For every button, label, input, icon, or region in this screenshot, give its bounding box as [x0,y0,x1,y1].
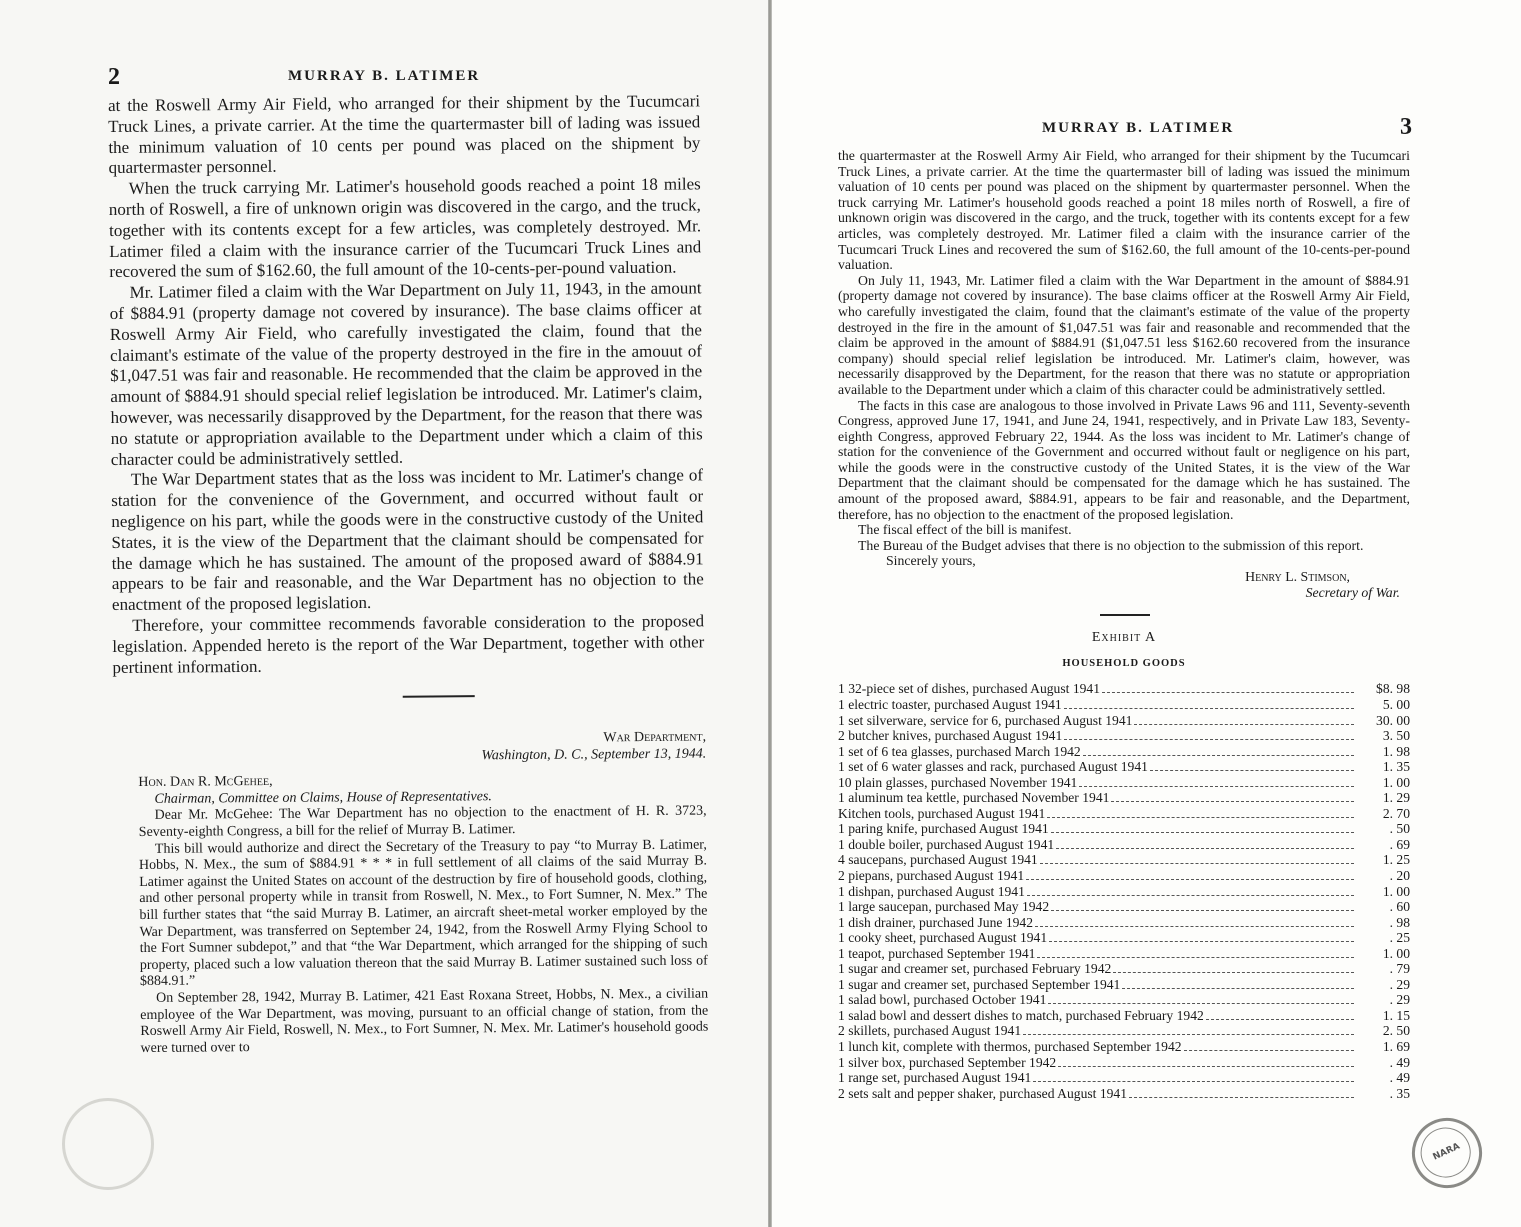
item-description: 1 cooky sheet, purchased August 1941 [838,930,1048,946]
leader-dots [1064,708,1354,709]
item-amount: 2. 70 [1382,805,1410,821]
list-item [838,806,1410,822]
addressee-title: Chairman, Committee on Claims, House of Representatives. [154,789,492,807]
list-item [838,775,1410,791]
list-item [838,713,1410,729]
item-amount: . 35 [1389,1085,1410,1101]
nara-library-stamp: NARA [1400,1106,1493,1199]
item-amount: 1. 25 [1382,852,1410,868]
item-description: 1 set of 6 tea glasses, purchased March 1942 [838,743,1081,759]
item-amount: 1. 69 [1382,1038,1410,1054]
paragraph: Mr. Latimer filed a claim with the War Department on July 11, 1943, in the amount of $884.91 (property damage not covered by insurance). The base claims officer at Roswell Army Air Field, who carefully investigated the claim, found that the claimant's estimate of the value of the property destroyed in the fire in the amouut of $1,047.51 was fair and reasonable. He recommended that the claim be approved in the amount of $884.91 should special relief legislation be introduced. Mr. Latimer's claim, however, was necessarily disapproved by the Department, for the reason that there was no statute or appropriation available to the Department under which a claim of this character could be administratively settled. [109,278,703,469]
paragraph: The facts in this case are analogous to those involved in Private Laws 96 and 111, Seventy-seventh Congress, approved June 17, 1941, and June 24, 1941, respectively, and in Private Law 183, Seventy-eighth Congress, approved February 22, 1944. As the loss was incident to Mr. Latimer's change of station for the convenience of the Government and occurred without fault or negligence on his part, while the goods were in the constructive custody of the United States, it is the view of the War Department that the claimant should be compensated for the damage which he has sustained. The amount of the proposed award, $884.91, appears to be fair and reasonable, and the Department, therefore, has no objection to the enactment of the proposed legislation. [838,397,1410,522]
item-description: 1 silver box, purchased September 1942 [838,1054,1057,1070]
paragraph: at the Roswell Army Air Field, who arranged for their shipment by the Tucumcari Truck Lines, a private carrier. At the time the quartermaster bill of lading was issued the minimum valuation of 10 cents per pound was placed on the shipment by quartermaster personnel. [108,91,701,178]
leader-dots [1027,895,1354,896]
letter-paragraph: On September 28, 1942, Murray B. Latimer, 421 East Roxana Street, Hobbs, N. Mex., a civilian employee of the War Department, was moving, pursuant to an official change of station, from the Roswell Army Air Field, Roswell, N. Mex., to Fort Sumner, N. Mex. Mr. Latimer's household goods were turned over to [140,986,709,1056]
right-body-text [838,148,1410,1101]
item-description: 1 double boiler, purchased August 1941 [838,836,1055,852]
leader-dots [1206,1019,1354,1020]
leader-dots [1049,941,1354,942]
page-number: 3 [1400,114,1412,140]
item-amount: . 49 [1389,1070,1410,1086]
item-amount: 1. 00 [1382,945,1410,961]
left-body-text [108,91,705,710]
item-description: 1 32-piece set of dishes, purchased August 1941 [838,681,1101,697]
leader-dots [1048,1003,1354,1004]
item-amount: . 20 [1389,867,1410,883]
item-amount: 30. 00 [1376,712,1410,728]
left-page-header [108,64,698,94]
item-amount: . 49 [1389,1054,1410,1070]
item-amount: 2. 50 [1382,1023,1410,1039]
item-description: 1 sugar and creamer set, purchased September 1941 [838,976,1121,992]
list-item [838,884,1410,900]
leader-dots [1051,832,1354,833]
item-description: 10 plain glasses, purchased November 1941 [838,774,1078,790]
list-item [838,992,1410,1008]
signer-title: Secretary of War. [1305,584,1400,600]
leader-dots [1035,926,1354,927]
letter-paragraph: This bill would authorize and direct the Secretary of the Treasury to pay “to Murray B. Latimer, Hobbs, N. Mex., the sum of $884.91 * * * in full settlement of all claims of the said Murray B. Latimer against the United States on account of the destruction by fire of household goods, clothing, and other personal property while in transit from Roswell, N. Mex., to Fort Sumner, N. Mex.” The bill further states that “the said Murray B. Latimer, an aircraft sheet-metal worker employed by the War Department, was transferred on September 24, 1942, from the Roswell Army Flying School to the Fort Sumner subdepot,” and that “the War Department, which arranged for the shipping of such property, placed such a low valuation thereon that the said Murray B. Latimer sustained such loss of $884.91.” [138,837,708,990]
leader-dots [1040,863,1354,864]
paragraph: On July 11, 1943, Mr. Latimer filed a claim with the War Department in the amount of $884.91 (property damage not covered by insurance). The base claims officer at the Roswell Army Air Field, who carefully investigated the claim, found that the claimant's estimate of the value of the property destroyed in the fire in the amount of $1,047.51 was fair and reasonable and recommended that the claim be approved in the amount of $884.91 ($1,047.51 less $162.60 recovered from the insurance company) should special relief legislation be introduced. Mr. Latimer's claim, however, was necessarily disapproved by the Department, for the reason that there was no statute or appropriation available to the Department under which a claim of this character could be administratively settled. [838,272,1410,397]
item-description: 1 set silverware, service for 6, purchased August 1941 [838,712,1133,728]
item-description: 2 piepans, purchased August 1941 [838,867,1025,883]
item-amount: . 29 [1389,976,1410,992]
leader-dots [1150,770,1354,771]
item-description: 1 aluminum tea kettle, purchased November 1941 [838,790,1110,806]
list-item [838,1070,1410,1086]
item-description: 1 electric toaster, purchased August 1941 [838,696,1062,712]
item-description: 2 sets salt and pepper shaker, purchased August 1941 [838,1085,1128,1101]
list-item [838,977,1410,993]
list-item [838,744,1410,760]
paragraph: The War Department states that as the loss was incident to Mr. Latimer's change of station for the convenience of the Government, and occurred without fault or negligence on his part, while the goods were in the constructive custody of the United States, it is the view of the Department that the claimant should be compensated for the damage which he has sustained. The amount of the proposed award of $884.91 appears to be fair and reasonable, and the War Department has no objection to the enactment of the proposed legislation. [111,465,704,615]
leader-dots [1056,848,1354,849]
letterhead: War Department, [603,729,707,746]
item-description: 1 lunch kit, complete with thermos, purchased September 1942 [838,1038,1182,1054]
leader-dots [1129,1097,1354,1098]
signer-name: Henry L. Stimson, [1245,569,1350,585]
paragraph: The Bureau of the Budget advises that there is no objection to the submission of this report. [858,537,1364,553]
page-number: 2 [108,64,120,90]
item-amount: 3. 50 [1382,728,1410,744]
list-item [838,961,1410,977]
list-title: HOUSEHOLD GOODS [1062,657,1186,669]
item-amount: . 69 [1389,836,1410,852]
item-amount: . 60 [1389,899,1410,915]
item-description: 4 saucepans, purchased August 1941 [838,852,1038,868]
leader-dots [1083,755,1354,756]
item-description: 1 sugar and creamer set, purchased February 1942 [838,961,1112,977]
item-amount: . 25 [1389,930,1410,946]
letter-paragraph: Dear Mr. McGehee: The War Department has no objection to the enactment of H. R. 3723, Seventy-eighth Congress, a bill for the relief of Murray B. Latimer. [138,803,707,840]
right-page-header [840,116,1412,146]
leader-dots [1102,692,1354,693]
list-item [838,868,1410,884]
list-item [838,728,1410,744]
leader-dots [1058,1066,1354,1067]
list-item [838,759,1410,775]
list-item [838,1039,1410,1055]
paragraph: When the truck carrying Mr. Latimer's household goods reached a point 18 miles north of Roswell, a fire of unknown origin was discovered in the cargo, and the truck, together with its contents except for a few articles, was completely destroyed. Mr. Latimer filed a claim with the insurance carrier of the Tucumcari Truck Lines and recovered the sum of $162.60, the full amount of the 10-cents-per-pound valuation. [108,174,702,282]
item-amount: . 29 [1389,992,1410,1008]
item-amount: 1. 00 [1382,883,1410,899]
item-amount: 1. 98 [1382,743,1410,759]
list-item [838,1023,1410,1039]
library-stamp-faded [62,1098,154,1190]
leader-dots [1122,988,1354,989]
item-amount: . 79 [1389,961,1410,977]
section-divider [1100,614,1150,616]
leader-dots [1051,910,1354,911]
leader-dots [1064,739,1354,740]
item-description: 2 skillets, purchased August 1941 [838,1023,1022,1039]
leader-dots [1184,1050,1354,1051]
running-head: MURRAY B. LATIMER [288,68,481,84]
item-description: 1 salad bowl and dessert dishes to match, purchased February 1942 [838,1007,1204,1023]
item-amount: 1. 29 [1382,790,1410,806]
leader-dots [1111,801,1354,802]
leader-dots [1134,724,1354,725]
item-amount: $8. 98 [1376,681,1410,697]
item-amount: . 50 [1389,821,1410,837]
item-description: 1 large saucepan, purchased May 1942 [838,899,1050,915]
leader-dots [1079,786,1354,787]
exhibit-title: Exhibit A [1091,630,1157,646]
list-item [838,1008,1410,1024]
list-item [838,915,1410,931]
addressee: Hon. Dan R. McGehee, [138,774,273,791]
list-item [838,837,1410,853]
item-description: 1 range set, purchased August 1941 [838,1070,1032,1086]
list-item [838,821,1410,837]
item-amount: 1. 15 [1382,1007,1410,1023]
running-head: MURRAY B. LATIMER [1042,120,1235,136]
paragraph: the quartermaster at the Roswell Army Air Field, who arranged for their shipment by the Tucumcari Truck Lines, a private carrier. At the time the quartermaster bill of lading was issued the minimum valuation of 10 cents per pound was placed on the shipment by quartermaster personnel. When the truck carrying Mr. Latimer's household goods reached a point 18 miles north of Roswell, a fire of unknown origin was discovered in the cargo, and the truck, together with its contents except for a few articles, was completely destroyed. Mr. Latimer filed a claim with the insurance carrier of the Tucumcari Truck Lines and recovered the sum of $162.60, the full amount of the 10-cents-per-pound valuation. [838,148,1410,273]
item-description: Kitchen tools, purchased August 1941 [838,805,1046,821]
list-item [838,1055,1410,1071]
leader-dots [1113,972,1354,973]
item-description: 1 teapot, purchased September 1941 [838,945,1036,961]
leader-dots [1026,879,1354,880]
section-divider [403,695,475,698]
list-item [838,697,1410,713]
item-description: 2 butcher knives, purchased August 1941 [838,728,1063,744]
leader-dots [1047,817,1354,818]
dateline: Washington, D. C., September 13, 1944. [481,746,707,763]
list-item [838,852,1410,868]
paragraph: The fiscal effect of the bill is manifest. [858,522,1072,538]
war-department-letter [138,730,709,1058]
paragraph: Therefore, your committee recommends favorable consideration to the proposed legislation. Appended hereto is the report of the War Department, together with other pertinent information. [112,611,705,677]
item-amount: 1. 00 [1382,774,1410,790]
item-description: 1 salad bowl, purchased October 1941 [838,992,1047,1008]
item-description: 1 set of 6 water glasses and rack, purchased August 1941 [838,759,1148,775]
item-amount: 1. 35 [1382,759,1410,775]
list-item [838,790,1410,806]
leader-dots [1037,957,1354,958]
household-goods-list [838,681,1410,1101]
item-amount: . 98 [1389,914,1410,930]
item-description: 1 dishpan, purchased August 1941 [838,883,1025,899]
leader-dots [1023,1034,1354,1035]
item-description: 1 dish drainer, purchased June 1942 [838,914,1034,930]
list-item [838,930,1410,946]
closing: Sincerely yours, [886,553,976,569]
list-item [838,946,1410,962]
item-amount: 5. 00 [1382,696,1410,712]
list-item [838,681,1410,697]
item-description: 1 paring knife, purchased August 1941 [838,821,1049,837]
list-item [838,1086,1410,1102]
leader-dots [1033,1081,1354,1082]
list-item [838,899,1410,915]
